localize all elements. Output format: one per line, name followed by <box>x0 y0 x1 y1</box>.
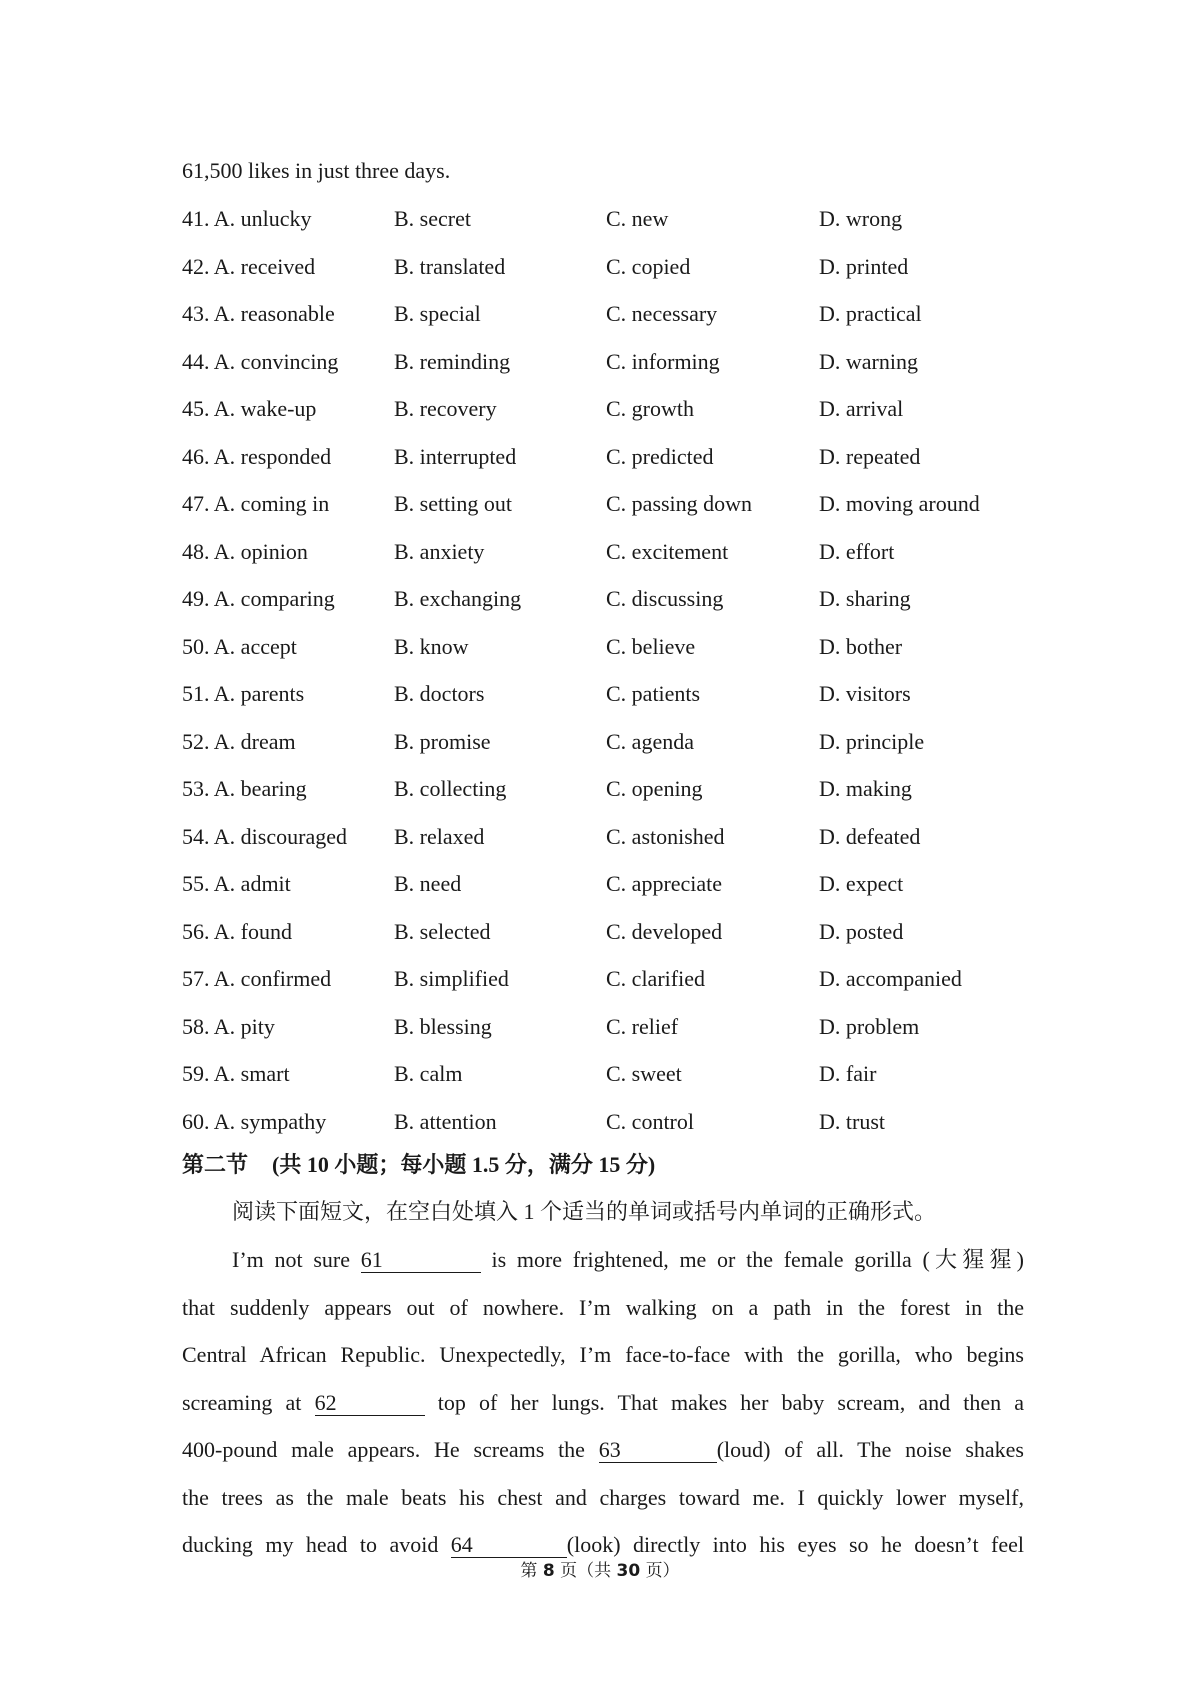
question-row <box>182 823 1032 851</box>
option-b: B. simplified <box>394 966 509 991</box>
question-row <box>182 348 1032 376</box>
option-c: C. agenda <box>606 728 694 754</box>
passage-line-3: Central African Republic. Unexpectedly, I’m face-to-face with the gorilla, who begins <box>182 1342 1024 1367</box>
passage-line-1: I’m not sure 61 is more frightened, me or the female gorilla (大猩猩) <box>232 1247 1025 1272</box>
option-d: D. making <box>819 776 912 801</box>
page-footer: 第 8 页（共 30 页） <box>520 1561 680 1581</box>
option-a: 52. A. dream <box>182 728 296 754</box>
section-info: (共 10 小题；每小题 1.5 分，满分 15 分) <box>272 1152 656 1177</box>
option-b: B. secret <box>394 206 471 231</box>
option-d: D. expect <box>819 871 904 896</box>
option-c: C. copied <box>606 253 691 279</box>
option-a: 47. A. coming in <box>182 491 330 516</box>
option-d: D. fair <box>819 1061 877 1086</box>
option-d: D. posted <box>819 918 904 944</box>
option-a: 58. A. pity <box>182 1013 275 1039</box>
option-a: 46. A. responded <box>182 443 332 469</box>
option-b: B. know <box>394 633 469 659</box>
option-b: B. blessing <box>394 1013 492 1039</box>
option-c: C. relief <box>606 1013 679 1039</box>
option-c: C. growth <box>606 396 694 421</box>
option-c: C. control <box>606 1108 694 1134</box>
option-a: 57. A. confirmed <box>182 966 332 991</box>
question-row <box>182 300 1032 328</box>
option-b: B. setting out <box>394 491 512 516</box>
option-a: 50. A. accept <box>182 633 297 659</box>
option-c: C. appreciate <box>606 871 723 896</box>
option-a: 49. A. comparing <box>182 586 335 611</box>
option-b: B. special <box>394 301 481 326</box>
question-row <box>182 585 1032 613</box>
option-c: C. clarified <box>606 966 705 991</box>
option-c: C. discussing <box>606 586 724 611</box>
option-a: 45. A. wake-up <box>182 396 317 421</box>
question-row <box>182 965 1032 993</box>
option-a: 55. A. admit <box>182 871 291 896</box>
option-d: D. wrong <box>819 206 903 231</box>
question-row <box>182 538 1032 566</box>
section-title: 第二节 <box>182 1152 249 1177</box>
section-instruction: 阅读下面短文，在空白处填入 1 个适当的单词或括号内单词的正确形式。 <box>232 1199 937 1224</box>
blank-64: 64 <box>451 1533 567 1558</box>
option-c: C. passing down <box>606 491 753 516</box>
question-row <box>182 870 1032 898</box>
option-d: D. effort <box>819 538 895 564</box>
option-c: C. believe <box>606 633 696 659</box>
option-c: C. sweet <box>606 1061 682 1086</box>
option-d: D. practical <box>819 301 922 326</box>
question-row <box>182 443 1032 471</box>
passage-line-7: ducking my head to avoid 64 (look) directly into his eyes so he doesn’t feel <box>182 1532 1025 1557</box>
option-b: B. selected <box>394 918 491 944</box>
passage-line-6: the trees as the male beats his chest and charges toward me. I quickly lower myself, <box>182 1485 1024 1510</box>
passage-line-2: that suddenly appears out of nowhere. I’m walking on a path in the forest in the <box>182 1295 1024 1320</box>
option-c: C. astonished <box>606 823 725 849</box>
question-row <box>182 253 1032 281</box>
option-d: D. defeated <box>819 823 921 849</box>
option-a: 48. A. opinion <box>182 538 308 564</box>
option-a: 43. A. reasonable <box>182 301 335 326</box>
option-b: B. promise <box>394 728 491 754</box>
page-total: 30 <box>616 1561 641 1581</box>
question-row <box>182 395 1032 423</box>
question-row <box>182 633 1032 661</box>
option-b: B. calm <box>394 1061 463 1086</box>
question-row <box>182 680 1032 708</box>
option-d: D. moving around <box>819 491 980 516</box>
option-b: B. translated <box>394 253 506 279</box>
option-a: 44. A. convincing <box>182 348 339 374</box>
option-c: C. predicted <box>606 443 714 469</box>
blank-62: 62 <box>315 1391 425 1416</box>
question-row <box>182 918 1032 946</box>
option-c: C. developed <box>606 918 723 944</box>
option-a: 56. A. found <box>182 918 292 944</box>
question-row <box>182 1108 1032 1136</box>
option-a: 42. A. received <box>182 253 316 279</box>
option-b: B. interrupted <box>394 443 517 469</box>
page-number: 8 <box>542 1561 555 1581</box>
option-d: D. printed <box>819 253 909 279</box>
question-row <box>182 775 1032 803</box>
option-a: 54. A. discouraged <box>182 823 347 849</box>
question-row <box>182 1013 1032 1041</box>
question-row <box>182 728 1032 756</box>
passage-line-5: 400-pound male appears. He screams the 63 (loud) of all. The noise shakes <box>182 1437 1024 1462</box>
section-heading <box>182 1150 655 1180</box>
option-d: D. trust <box>819 1108 885 1134</box>
option-d: D. problem <box>819 1013 920 1039</box>
option-c: C. opening <box>606 776 703 801</box>
passage-line-4: screaming at 62 top of her lungs. That makes her baby scream, and then a <box>182 1390 1025 1415</box>
option-b: B. attention <box>394 1108 497 1134</box>
option-a: 51. A. parents <box>182 681 305 706</box>
option-d: D. accompanied <box>819 966 962 991</box>
option-b: B. anxiety <box>394 538 485 564</box>
option-d: D. warning <box>819 348 918 374</box>
option-d: D. sharing <box>819 586 911 611</box>
option-c: C. necessary <box>606 301 718 326</box>
option-b: B. need <box>394 871 462 896</box>
option-a: 41. A. unlucky <box>182 206 312 231</box>
blank-61: 61 <box>361 1248 481 1273</box>
option-d: D. arrival <box>819 396 904 421</box>
option-b: B. reminding <box>394 348 511 374</box>
option-b: B. collecting <box>394 776 507 801</box>
blank-63: 63 <box>599 1438 717 1463</box>
option-d: D. repeated <box>819 443 921 469</box>
option-a: 53. A. bearing <box>182 776 307 801</box>
option-b: B. exchanging <box>394 586 522 611</box>
option-b: B. relaxed <box>394 823 485 849</box>
option-d: D. principle <box>819 728 925 754</box>
question-row <box>182 490 1032 518</box>
option-d: D. bother <box>819 633 903 659</box>
option-b: B. doctors <box>394 681 485 706</box>
intro-line: 61,500 likes in just three days. <box>182 158 451 183</box>
option-c: C. excitement <box>606 538 729 564</box>
option-c: C. new <box>606 206 669 231</box>
option-d: D. visitors <box>819 681 911 706</box>
option-a: 59. A. smart <box>182 1061 290 1086</box>
option-c: C. patients <box>606 681 701 706</box>
option-b: B. recovery <box>394 396 497 421</box>
option-c: C. informing <box>606 348 720 374</box>
option-a: 60. A. sympathy <box>182 1108 327 1134</box>
question-row <box>182 205 1032 233</box>
question-row <box>182 1060 1032 1088</box>
